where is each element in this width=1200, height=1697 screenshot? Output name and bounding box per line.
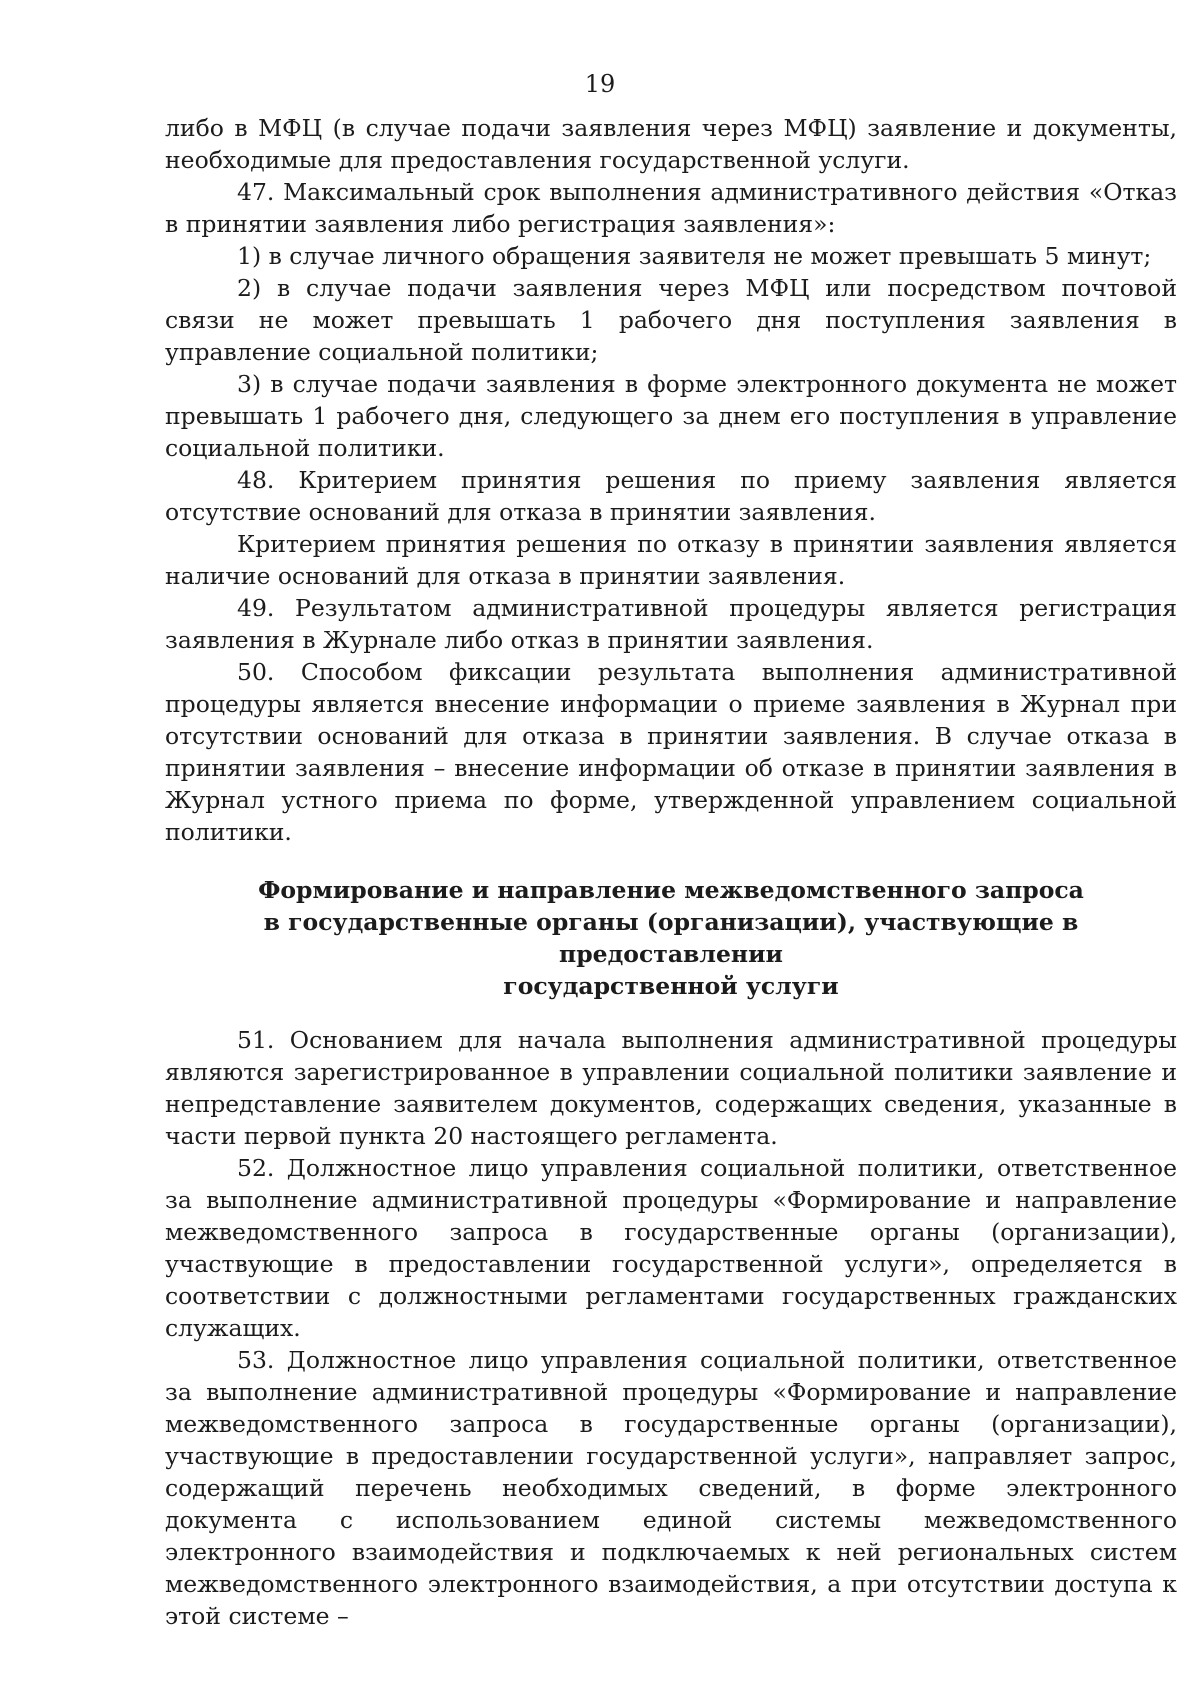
section-heading-line-1: Формирование и направление межведомственного запроса: [258, 876, 1084, 904]
paragraph-47: 47. Максимальный срок выполнения административного действия «Отказ в принятии заявления либо регистрация заявления»:: [165, 178, 1177, 238]
paragraph-49: 49. Результатом административной процедуры является регистрация заявления в Журнале либо отказ в принятии заявления.: [165, 594, 1177, 654]
paragraph-48: 48. Критерием принятия решения по приему заявления является отсутствие оснований для отказа в принятии заявления.: [165, 466, 1177, 526]
paragraph-51: 51. Основанием для начала выполнения административной процедуры являются зарегистрированное в управлении социальной политики заявление и непредставление заявителем документов, содержащих сведения, указанные в части первой пункта 20 настоящего регламента.: [165, 1026, 1177, 1150]
paragraph-48-refusal-criterion: Критерием принятия решения по отказу в принятии заявления является наличие оснований для отказа в принятии заявления.: [165, 530, 1177, 590]
paragraph-50: 50. Способом фиксации результата выполнения административной процедуры является внесение информации о приеме заявления в Журнал при отсутствии оснований для отказа в принятии заявления. В случае отказа в принятии заявления – внесение информации об отказе в принятии заявления в Журнал устного приема по форме, утвержденной управлением социальной политики.: [165, 658, 1177, 846]
section-heading-line-3: государственной услуги: [503, 972, 839, 1000]
section-heading-line-2: в государственные органы (организации), участвующие в предоставлении: [263, 908, 1079, 968]
paragraph-53: 53. Должностное лицо управления социальной политики, ответственное за выполнение административной процедуры «Формирование и направление межведомственного запроса в государственные органы (организации), участвующие в предоставлении государственной услуги», направляет запрос, содержащий перечень необходимых сведений, в форме электронного документа с использованием единой системы межведомственного электронного взаимодействия и подключаемых к ней региональных систем межведомственного электронного взаимодействия, а при отсутствии доступа к этой системе –: [165, 1346, 1177, 1630]
paragraph-52: 52. Должностное лицо управления социальной политики, ответственное за выполнение административной процедуры «Формирование и направление межведомственного запроса в государственные органы (организации), участвующие в предоставлении государственной услуги», определяется в соответствии с должностными регламентами государственных гражданских служащих.: [165, 1154, 1177, 1342]
page-number: 19: [584, 70, 616, 98]
section-heading: [165, 874, 1177, 1002]
paragraph-47-item-2: 2) в случае подачи заявления через МФЦ или посредством почтовой связи не может превышать 1 рабочего дня поступления заявления в управление социальной политики;: [165, 274, 1177, 366]
paragraph-47-item-1: 1) в случае личного обращения заявителя не может превышать 5 минут;: [237, 242, 1152, 270]
paragraph-continuation: либо в МФЦ (в случае подачи заявления через МФЦ) заявление и документы, необходимые для предоставления государственной услуги.: [165, 114, 1177, 174]
document-body: [165, 112, 1177, 1632]
paragraph-47-item-3: 3) в случае подачи заявления в форме электронного документа не может превышать 1 рабочего дня, следующего за днем его поступления в управление социальной политики.: [165, 370, 1177, 462]
